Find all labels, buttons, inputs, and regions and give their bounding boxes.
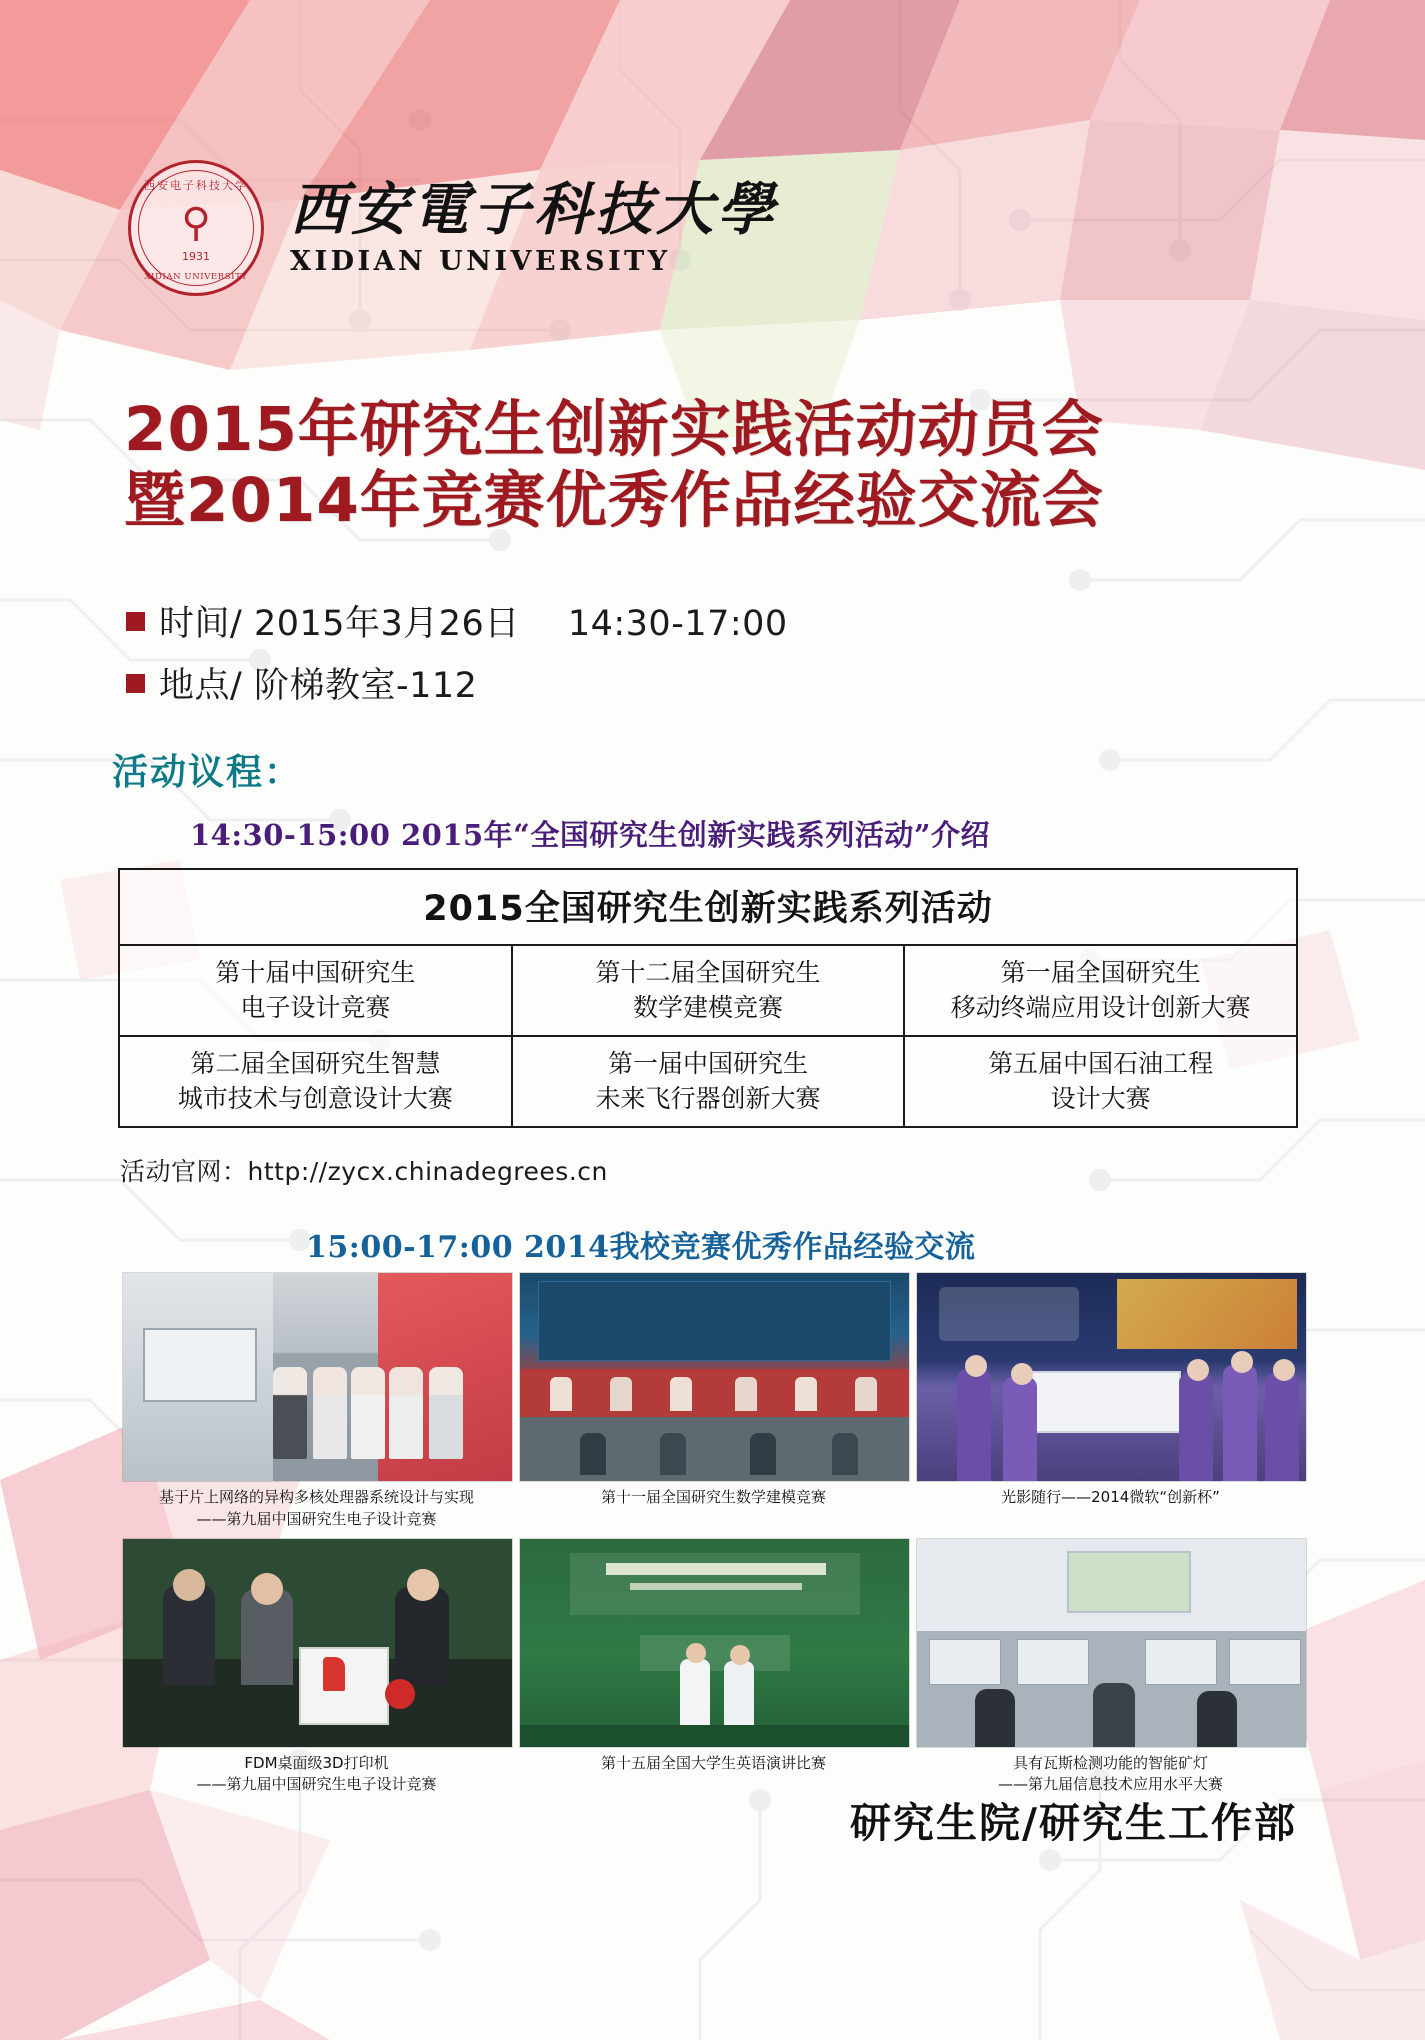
photo-caption [916, 1748, 1305, 1797]
event-place-value: 阶梯教室-112 [253, 666, 478, 706]
gallery-item [916, 1272, 1305, 1531]
gallery-item [122, 1272, 511, 1531]
poster-title [124, 395, 1344, 537]
gallery-item [519, 1272, 908, 1531]
photo-english-speech [519, 1538, 910, 1748]
caption-line-1: FDM桌面级3D打印机 [244, 1753, 389, 1772]
university-names [290, 176, 778, 277]
photo-team-award [122, 1272, 513, 1482]
university-name-cn: 西安電子科技大學 [290, 176, 778, 244]
competition-table [118, 868, 1298, 1128]
bullet-square-icon [126, 674, 145, 693]
gallery-item [122, 1538, 511, 1797]
photo-award-ceremony [519, 1272, 910, 1482]
table-row [119, 945, 1297, 1036]
event-time-range: 14:30-17:00 [567, 604, 788, 644]
event-time-value: 2015年3月26日 [253, 604, 520, 644]
cell-line-1: 第十届中国研究生 电子设计竞赛 [215, 958, 416, 1022]
table-row [119, 1036, 1297, 1127]
caption-line-1: 基于片上网络的异构多核处理器系统设计与实现 [158, 1488, 474, 1506]
event-time-text [159, 596, 788, 646]
table-cell-r2c3 [904, 1036, 1297, 1127]
cell-line-1: 第一届中国研究生 未来飞行器创新大赛 [595, 1049, 821, 1113]
seal-year: 1931 [182, 250, 210, 263]
table-row [119, 869, 1297, 945]
gallery-item [916, 1538, 1305, 1797]
cell-line-1: 第二届全国研究生智慧 城市技术与创意设计大赛 [177, 1049, 453, 1113]
photo-caption [916, 1482, 1305, 1509]
photo-caption [122, 1482, 511, 1531]
university-logo-row [128, 160, 778, 296]
table-cell-r2c1 [119, 1036, 512, 1127]
event-website[interactable]: 活动官网：http://zycx.chinadegrees.cn [120, 1157, 608, 1186]
cell-line-1: 第一届全国研究生 移动终端应用设计创新大赛 [950, 958, 1251, 1022]
table-cell-r1c2 [512, 945, 905, 1036]
event-time-row [126, 596, 788, 646]
event-time-label: 时间/ [159, 604, 243, 644]
caption-line-1: 光影随行——2014微软“创新杯” [1001, 1488, 1220, 1506]
event-place-row [126, 658, 788, 708]
agenda-section-2-heading: 15:00-17:00 2014我校竞赛优秀作品经验交流 [306, 1230, 976, 1265]
cell-line-1: 第十二届全国研究生 数学建模竞赛 [595, 958, 821, 1022]
photo-3d-printer [122, 1538, 513, 1748]
photo-caption [519, 1748, 908, 1775]
photo-caption [519, 1482, 908, 1509]
caption-line-2: ——第九届中国研究生电子设计竞赛 [196, 1509, 437, 1528]
photo-caption [122, 1748, 511, 1797]
event-place-label: 地点/ [159, 666, 243, 706]
photo-computer-lab [916, 1538, 1307, 1748]
organizer-footer: 研究生院/研究生工作部 [850, 1799, 1297, 1847]
seal-bottom-text: XIDIAN UNIVERSITY [144, 272, 248, 282]
event-place-text [159, 658, 477, 708]
caption-line-2: ——第九届信息技术应用水平大赛 [997, 1775, 1223, 1794]
photo-gallery [122, 1272, 1307, 1796]
photo-innovation-cup [916, 1272, 1307, 1482]
agenda-heading: 活动议程： [112, 752, 303, 793]
caption-line-2: ——第九届中国研究生电子设计竞赛 [196, 1775, 437, 1794]
table-title-cell: 2015全国研究生创新实践系列活动 [119, 869, 1297, 945]
table-cell-r1c1 [119, 945, 512, 1036]
seal-top-text: 西安电子科技大学 [144, 179, 248, 192]
title-line-1: 2015年研究生创新实践活动动员会 [124, 394, 1104, 465]
bullet-square-icon [126, 612, 145, 631]
caption-line-1: 第十五届全国大学生英语演讲比赛 [600, 1753, 826, 1772]
gallery-item [519, 1538, 908, 1797]
university-name-en: XIDIAN UNIVERSITY [290, 245, 671, 277]
agenda-section-1-heading: 14:30-15:00 2015年“全国研究生创新实践系列活动”介绍 [190, 818, 991, 852]
caption-line-1: 具有瓦斯检测功能的智能矿灯 [1012, 1753, 1208, 1772]
title-line-2: 暨2014年竞赛优秀作品经验交流会 [124, 464, 1104, 536]
event-meta [126, 596, 788, 720]
cell-line-1: 第五届中国石油工程 设计大赛 [988, 1049, 1214, 1113]
university-seal-icon [128, 160, 264, 296]
table-cell-r1c3 [904, 945, 1297, 1036]
caption-line-1: 第十一届全国研究生数学建模竞赛 [600, 1488, 826, 1506]
table-cell-r2c2 [512, 1036, 905, 1127]
seal-bird-icon: ⚲ [181, 200, 211, 246]
